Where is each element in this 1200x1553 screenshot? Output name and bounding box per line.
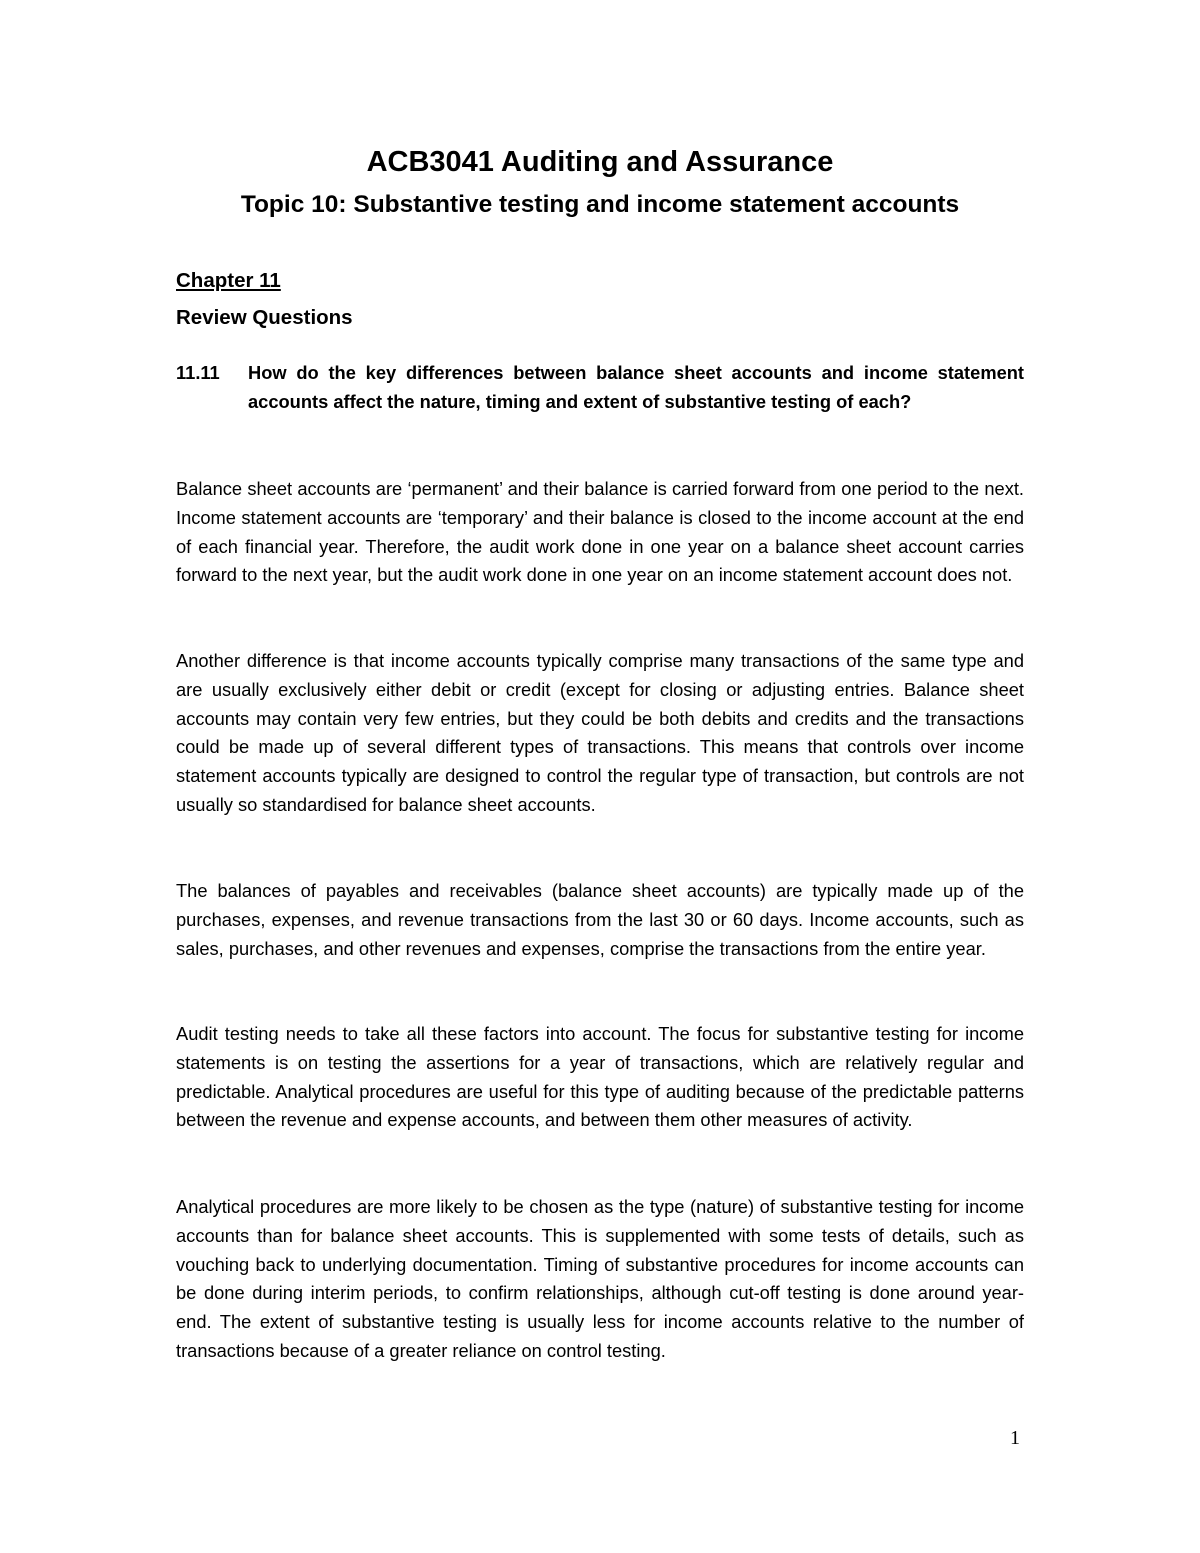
answer-paragraph-2: Another difference is that income accounts typically comprise many transactions of the same type and are usually exclusively either debit or credit (except for closing or adjusting entries. Balance sheet accounts may contain very few entries, but they could be both debits and credits and the transactions could be made up of several different types of transactions. This means that controls over income statement accounts typically are designed to control the regular type of transaction, but controls are not usually so standardised for balance sheet accounts. <box>176 650 1024 815</box>
question-text: How do the key differences between balance sheet accounts and income statement accounts affect the nature, timing and extent of substantive testing of each? <box>248 362 1024 412</box>
answer-paragraph-3: The balances of payables and receivables (balance sheet accounts) are typically made up of the purchases, expenses, and revenue transactions from the last 30 or 60 days. Income accounts, such as sales, purchases, and other revenues and expenses, comprise the transactions from the entire year. <box>176 880 1024 959</box>
review-question <box>176 358 1024 416</box>
answer-paragraph-5: Analytical procedures are more likely to be chosen as the type (nature) of substantive testing for income accounts than for balance sheet accounts. This is supplemented with some tests of details, such as vouching back to underlying documentation. Timing of substantive procedures for income accounts can be done during interim periods, to confirm relationships, although cut-off testing is done around year-end. The extent of substantive testing is usually less for income accounts relative to the number of transactions because of a greater reliance on control testing. <box>176 1196 1024 1361</box>
document-subtitle: Topic 10: Substantive testing and income statement accounts <box>240 191 960 218</box>
page-number: 1 <box>1010 1427 1020 1449</box>
answer-paragraph-4: Audit testing needs to take all these factors into account. The focus for substantive testing for income statements is on testing the assertions for a year of transactions, which are relatively regular and predictable. Analytical procedures are useful for this type of auditing because of the predictable patterns between the revenue and expense accounts, and between them other measures of activity. <box>176 1023 1024 1131</box>
section-heading: Review Questions <box>176 306 353 329</box>
answer-paragraph-1: Balance sheet accounts are ‘permanent’ and their balance is carried forward from one period to the next. Income statement accounts are ‘temporary’ and their balance is closed to the income account at the end of each financial year. Therefore, the audit work done in one year on a balance sheet account carries forward to the next year, but the audit work done in one year on an income statement account does not. <box>176 478 1024 586</box>
question-number: 11.11 <box>176 362 220 383</box>
document-title: ACB3041 Auditing and Assurance <box>366 146 834 178</box>
chapter-heading: Chapter 11 <box>176 269 281 292</box>
